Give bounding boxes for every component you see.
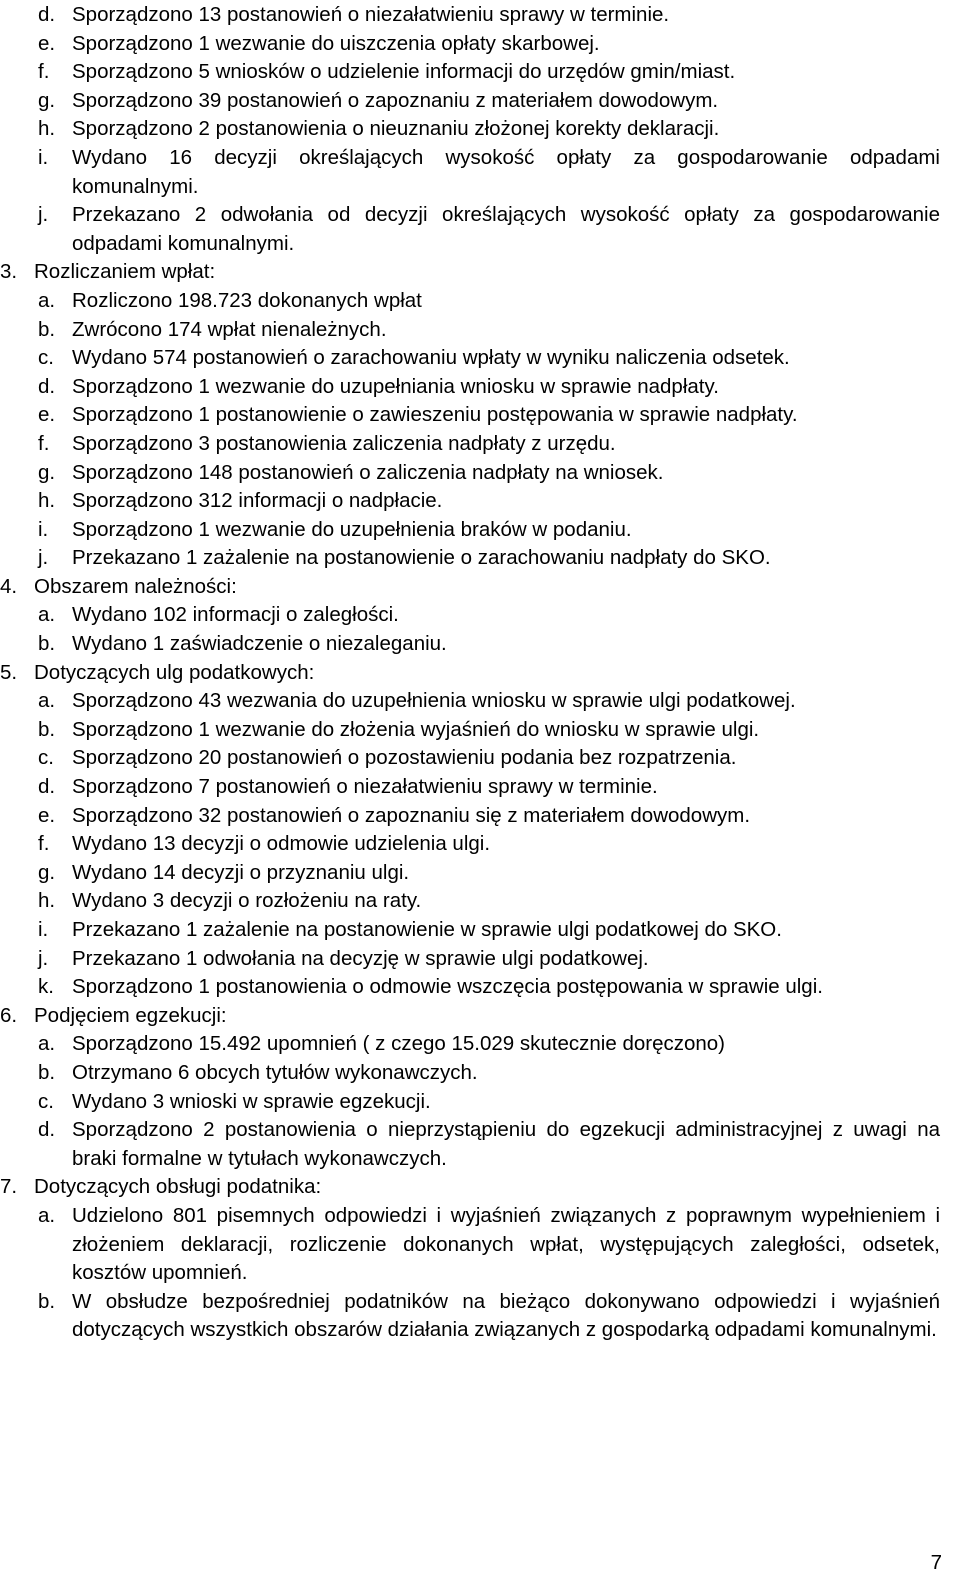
item-text: Otrzymano 6 obcych tytułów wykonawczych. [72, 1060, 478, 1084]
item-letter: j. [38, 946, 49, 970]
list-item [38, 1202, 940, 1288]
item-text: Sporządzono 312 informacji o nadpłacie. [72, 489, 443, 513]
item-text: Wydano 574 postanowień o zarachowaniu wpłaty w wyniku naliczenia odsetek. [72, 346, 790, 370]
list-item [38, 916, 940, 945]
item-letter: e. [38, 403, 56, 427]
list-item [38, 115, 940, 144]
item-text: Przekazano 1 zażalenie na postanowienie o zarachowaniu nadpłaty do SKO. [72, 546, 771, 570]
section-title: Obszarem należności: [34, 574, 237, 598]
section-title: Dotyczących ulg podatkowych: [34, 660, 315, 684]
item-letter: i. [38, 517, 49, 541]
item-text: Sporządzono 5 wniosków o udzielenie informacji do urzędów gmin/miast. [72, 60, 736, 84]
list-item [38, 87, 940, 116]
item-letter: i. [38, 145, 49, 169]
item-text: Sporządzono 1 postanowienia o odmowie wszczęcia postępowania w sprawie ulgi. [72, 975, 823, 999]
item-text: Sporządzono 3 postanowienia zaliczenia nadpłaty z urzędu. [72, 431, 616, 455]
item-letter: a. [38, 689, 56, 713]
item-text: Przekazano 2 odwołania od decyzji określających wysokość opłaty za gospodarowanie odpadami komunalnymi. [72, 203, 940, 255]
section-number: 7. [0, 1175, 18, 1199]
list-item [38, 144, 940, 201]
page-number: 7 [930, 1551, 942, 1574]
section-heading [0, 258, 940, 287]
item-text: Przekazano 1 odwołania na decyzję w sprawie ulgi podatkowej. [72, 946, 649, 970]
item-letter: a. [38, 603, 56, 627]
list-item [38, 601, 940, 630]
section-title: Dotyczących obsługi podatnika: [34, 1175, 322, 1199]
item-letter: g. [38, 460, 56, 484]
item-letter: f. [38, 832, 50, 856]
item-text: Wydano 102 informacji o zaległości. [72, 603, 399, 627]
list-item [38, 373, 940, 402]
list-item [38, 1059, 940, 1088]
section-number: 5. [0, 660, 18, 684]
list-item [38, 487, 940, 516]
item-text: Udzielono 801 pisemnych odpowiedzi i wyjaśnień związanych z poprawnym wypełnieniem i złożeniem deklaracji, rozliczenie dokonanych wpłat, występujących zaległości, odsetek, kosztów upomnień. [72, 1203, 940, 1285]
document-body [0, 1, 940, 1345]
list-item [38, 744, 940, 773]
list-item [38, 516, 940, 545]
item-letter: g. [38, 860, 56, 884]
list-item [38, 1, 940, 30]
item-letter: b. [38, 717, 56, 741]
item-text: Rozliczono 198.723 dokonanych wpłat [72, 288, 422, 312]
item-letter: g. [38, 88, 56, 112]
item-letter: i. [38, 918, 49, 941]
item-letter: e. [38, 803, 56, 827]
item-text: Sporządzono 1 wezwanie do uiszczenia opłaty skarbowej. [72, 31, 600, 55]
item-letter: h. [38, 117, 56, 141]
item-letter: d. [38, 1118, 56, 1142]
item-letter: k. [38, 975, 54, 999]
list-item [38, 1116, 940, 1173]
section-heading [0, 573, 940, 602]
list-item [38, 201, 940, 258]
list-item [38, 802, 940, 831]
item-letter: h. [38, 489, 56, 513]
item-letter: c. [38, 1089, 54, 1113]
item-text: Wydano 16 decyzji określających wysokość opłaty za gospodarowanie odpadami komunalnymi. [72, 145, 940, 198]
item-letter: a. [38, 1203, 56, 1227]
item-text: Sporządzono 1 wezwanie do uzupełnienia braków w podaniu. [72, 517, 632, 541]
section-heading [0, 659, 940, 688]
item-text: Wydano 1 zaświadczenie o niezaleganiu. [72, 632, 447, 656]
item-text: Wydano 13 decyzji o odmowie udzielenia ulgi. [72, 832, 491, 856]
section-number: 4. [0, 574, 18, 598]
section-title: Podjęciem egzekucji: [34, 1003, 227, 1027]
section-number: 3. [0, 260, 18, 284]
item-letter: b. [38, 632, 56, 656]
section-heading [0, 1173, 940, 1202]
item-text: Sporządzono 1 wezwanie do złożenia wyjaśnień do wniosku w sprawie ulgi. [72, 717, 760, 741]
item-letter: d. [38, 3, 56, 26]
list-item [38, 401, 940, 430]
item-letter: b. [38, 1289, 56, 1313]
item-text: Sporządzono 2 postanowienia o nieprzystąpieniu do egzekucji administracyjnej z uwagi na braki formalne w tytułach wykonawczych. [72, 1118, 940, 1170]
item-letter: h. [38, 889, 56, 913]
item-letter: d. [38, 374, 56, 398]
item-text: Sporządzono 13 postanowień o niezałatwieniu sprawy w terminie. [72, 3, 670, 26]
item-text: Sporządzono 2 postanowienia o nieuznaniu złożonej korekty deklaracji. [72, 117, 720, 141]
item-letter: b. [38, 317, 56, 341]
item-letter: d. [38, 775, 56, 799]
item-letter: f. [38, 431, 50, 455]
item-text: Wydano 14 decyzji o przyznaniu ulgi. [72, 860, 410, 884]
list-item [38, 1030, 940, 1059]
item-text: Sporządzono 1 wezwanie do uzupełniania wniosku w sprawie nadpłaty. [72, 374, 719, 398]
list-item [38, 1088, 940, 1117]
section-number: 6. [0, 1003, 18, 1027]
list-item [38, 344, 940, 373]
list-item [38, 887, 940, 916]
item-letter: c. [38, 746, 54, 770]
list-item [38, 830, 940, 859]
item-text: Sporządzono 1 postanowienie o zawieszeniu postępowania w sprawie nadpłaty. [72, 403, 798, 427]
item-letter: a. [38, 1032, 56, 1056]
list-item [38, 58, 940, 87]
item-letter: e. [38, 31, 56, 55]
list-item [38, 30, 940, 59]
list-item [38, 1288, 940, 1345]
list-item [38, 773, 940, 802]
section-title: Rozliczaniem wpłat: [34, 260, 216, 284]
item-letter: b. [38, 1060, 56, 1084]
item-text: Zwrócono 174 wpłat nienależnych. [72, 317, 387, 341]
item-text: Sporządzono 39 postanowień o zapoznaniu z materiałem dowodowym. [72, 88, 719, 112]
item-text: Sporządzono 7 postanowień o niezałatwieniu sprawy w terminie. [72, 775, 658, 799]
list-item [38, 430, 940, 459]
list-item [38, 316, 940, 345]
item-text: Przekazano 1 zażalenie na postanowienie w sprawie ulgi podatkowej do SKO. [72, 918, 782, 941]
item-letter: j. [38, 546, 49, 570]
item-text: Sporządzono 148 postanowień o zaliczenia nadpłaty na wniosek. [72, 460, 664, 484]
item-letter: a. [38, 288, 56, 312]
list-item [38, 544, 940, 573]
list-item [38, 287, 940, 316]
list-item [38, 716, 940, 745]
item-text: Sporządzono 15.492 upomnień ( z czego 15.029 skutecznie doręczono) [72, 1032, 726, 1056]
item-text: Sporządzono 32 postanowień o zapoznaniu się z materiałem dowodowym. [72, 803, 751, 827]
item-letter: j. [38, 203, 49, 227]
list-item [38, 945, 940, 974]
list-item [38, 973, 940, 1002]
list-item [38, 630, 940, 659]
list-item [38, 459, 940, 488]
item-text: Sporządzono 20 postanowień o pozostawieniu podania bez rozpatrzenia. [72, 746, 737, 770]
item-text: Wydano 3 decyzji o rozłożeniu na raty. [72, 889, 422, 913]
list-item [38, 859, 940, 888]
item-text: Wydano 3 wnioski w sprawie egzekucji. [72, 1089, 431, 1113]
item-text: Sporządzono 43 wezwania do uzupełnienia wniosku w sprawie ulgi podatkowej. [72, 689, 796, 713]
list-item [38, 687, 940, 716]
item-letter: f. [38, 60, 50, 84]
item-text: W obsłudze bezpośredniej podatników na bieżąco dokonywano odpowiedzi i wyjaśnień dotyczących wszystkich obszarów działania związanych z gospodarką odpadami komunalnymi. [72, 1289, 940, 1342]
item-letter: c. [38, 346, 54, 370]
section-heading [0, 1002, 940, 1031]
